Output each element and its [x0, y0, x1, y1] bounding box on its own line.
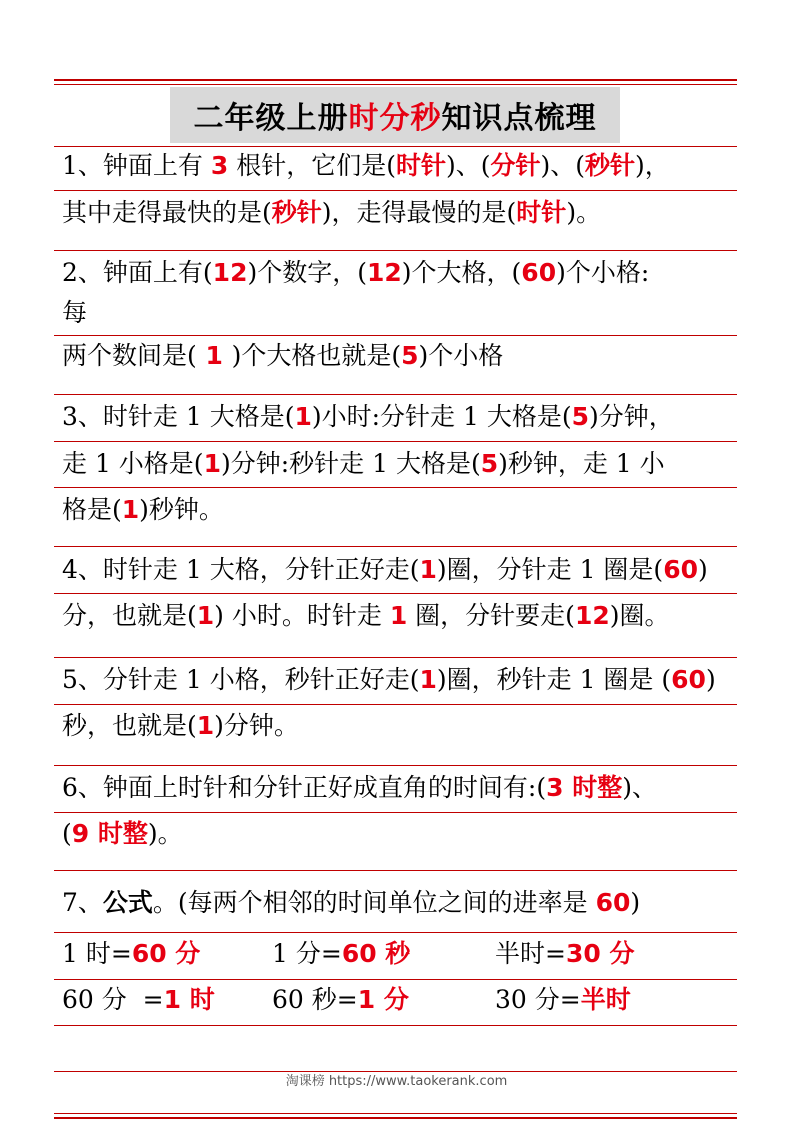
text: )个大格，( — [401, 258, 522, 287]
answer: 1 — [203, 449, 221, 478]
text: 6、钟面上时针和分针正好成直角的时间有:( — [62, 773, 547, 802]
divider — [54, 546, 737, 547]
formula-r1c1 — [62, 937, 200, 971]
divider — [54, 765, 737, 766]
divider — [54, 190, 737, 191]
bottom-border-thin — [54, 1113, 737, 1114]
s3-line3 — [62, 493, 742, 527]
text: 60 分 = — [62, 985, 164, 1014]
answer: 5 — [571, 402, 590, 431]
text: )个小格 — [418, 341, 504, 370]
s2-line1 — [62, 256, 742, 290]
text: )圈，秒针走 1 圈是 ( — [436, 665, 672, 694]
s6-line2 — [62, 817, 742, 851]
text: 4、时针走 1 大格，分针正好走( — [62, 555, 420, 584]
answer: 12 — [366, 258, 402, 287]
answer: 1 — [196, 341, 232, 370]
answer: 1 — [419, 555, 437, 584]
text: )个大格也就是( — [231, 341, 402, 370]
divider — [54, 1025, 737, 1026]
text: 2、钟面上有( — [62, 258, 213, 287]
text: 半时= — [495, 939, 566, 968]
s1-line1 — [62, 149, 742, 183]
text: )、( — [445, 151, 491, 180]
divider — [54, 979, 737, 980]
divider — [54, 593, 737, 594]
answer: 1 — [294, 402, 312, 431]
text: )。 — [147, 819, 183, 848]
formula-r1c2 — [272, 937, 410, 971]
formula-r1c3 — [495, 937, 634, 971]
text: )分钟。 — [214, 711, 299, 740]
text: 30 分= — [495, 985, 581, 1014]
text: ) 小时。时针走 — [214, 601, 390, 630]
formula-r2c3 — [495, 983, 631, 1017]
answer: 60 — [663, 555, 698, 584]
divider — [54, 487, 737, 488]
divider — [54, 335, 737, 336]
formula-r2c2 — [272, 983, 409, 1017]
answer: 1 — [196, 601, 215, 630]
answer: 1 — [419, 665, 437, 694]
text: )、( — [540, 151, 586, 180]
title-part1: 二年级上册 — [193, 101, 349, 136]
divider — [54, 146, 737, 147]
answer: 1 — [196, 711, 215, 740]
answer: 3 — [210, 151, 229, 180]
s1-line2 — [62, 196, 742, 230]
text: )圈，分针走 1 圈是( — [436, 555, 664, 584]
answer: 60 — [595, 888, 631, 917]
text: 根针，它们是( — [228, 151, 396, 180]
text: 格是( — [62, 495, 122, 524]
answer: 分针 — [490, 151, 541, 180]
s7-heading — [62, 886, 742, 920]
text: )秒钟。 — [139, 495, 224, 524]
s6-line1 — [62, 771, 742, 805]
divider — [54, 870, 737, 871]
answer: 60 分 — [131, 939, 201, 968]
answer: 5 — [480, 449, 499, 478]
s4-line1 — [62, 553, 742, 587]
answer: 时针 — [516, 198, 567, 227]
formula-r2c1 — [62, 983, 215, 1017]
text: 7、 — [62, 888, 103, 917]
divider — [54, 812, 737, 813]
s5-line2 — [62, 709, 742, 743]
divider — [54, 657, 737, 658]
divider — [54, 932, 737, 933]
answer: 12 — [574, 601, 610, 630]
text: ( — [62, 819, 72, 848]
text: ) — [697, 555, 708, 584]
top-border-thick — [54, 79, 737, 81]
footer-url[interactable]: 淘课榜 https://www.taokerank.com — [285, 1074, 508, 1089]
answer: 30 分 — [565, 939, 635, 968]
divider — [54, 704, 737, 705]
s5-line1 — [62, 663, 742, 697]
answer: 秒针 — [271, 198, 322, 227]
text: )，走得最慢的是( — [321, 198, 517, 227]
divider — [54, 250, 737, 251]
answer: 1 — [389, 601, 408, 630]
text: )， — [635, 151, 670, 180]
text: )个数字，( — [247, 258, 367, 287]
text: 。(每两个相邻的时间单位之间的进率是 — [152, 888, 596, 917]
text: 60 秒= — [272, 985, 358, 1014]
formula-label: 公式 — [102, 888, 153, 917]
answer: 1 分 — [357, 985, 409, 1014]
answer: 时针 — [395, 151, 446, 180]
answer: 60 — [521, 258, 557, 287]
text: )、 — [622, 773, 657, 802]
divider — [54, 441, 737, 442]
text: 其中走得最快的是( — [62, 198, 272, 227]
divider — [54, 394, 737, 395]
answer: 60 秒 — [341, 939, 411, 968]
text: )个小格: — [556, 258, 650, 287]
answer: 12 — [212, 258, 248, 287]
title-part3: 知识点梳理 — [441, 101, 597, 136]
page-title — [170, 87, 620, 143]
text: )分钟， — [589, 402, 674, 431]
top-border-thin — [54, 84, 737, 85]
s4-line2 — [62, 599, 742, 633]
text: 两个数间是( — [62, 341, 197, 370]
text: )分钟:秒针走 1 大格是( — [220, 449, 481, 478]
s3-line2 — [62, 447, 742, 481]
answer: 9 时整 — [71, 819, 148, 848]
s2-line1-wrap: 每 — [62, 298, 88, 327]
text: )小时:分针走 1 大格是( — [311, 402, 572, 431]
text: 1 时= — [62, 939, 132, 968]
text: ) — [630, 888, 641, 917]
text: 秒，也就是( — [62, 711, 197, 740]
answer: 5 — [401, 341, 419, 370]
text: 1、钟面上有 — [62, 151, 211, 180]
text: 走 1 小格是( — [62, 449, 204, 478]
text: 分，也就是( — [62, 601, 197, 630]
title-part2: 时分秒 — [348, 101, 442, 136]
answer: 3 时整 — [546, 773, 623, 802]
answer: 半时 — [580, 985, 631, 1014]
answer: 60 — [671, 665, 706, 694]
s2-line2 — [62, 339, 742, 373]
text: )。 — [566, 198, 602, 227]
text: )秒钟，走 1 小 — [498, 449, 665, 478]
answer: 1 — [121, 495, 140, 524]
text: 1 分= — [272, 939, 342, 968]
answer: 秒针 — [585, 151, 636, 180]
text: 圈，分针要走( — [407, 601, 575, 630]
text: 5、分针走 1 小格，秒针正好走( — [62, 665, 420, 694]
bottom-border-thick — [54, 1117, 737, 1119]
answer: 1 时 — [163, 985, 215, 1014]
text: )圈。 — [609, 601, 670, 630]
s3-line1 — [62, 400, 742, 434]
text: ) — [705, 665, 716, 694]
text: 3、时针走 1 大格是( — [62, 402, 295, 431]
